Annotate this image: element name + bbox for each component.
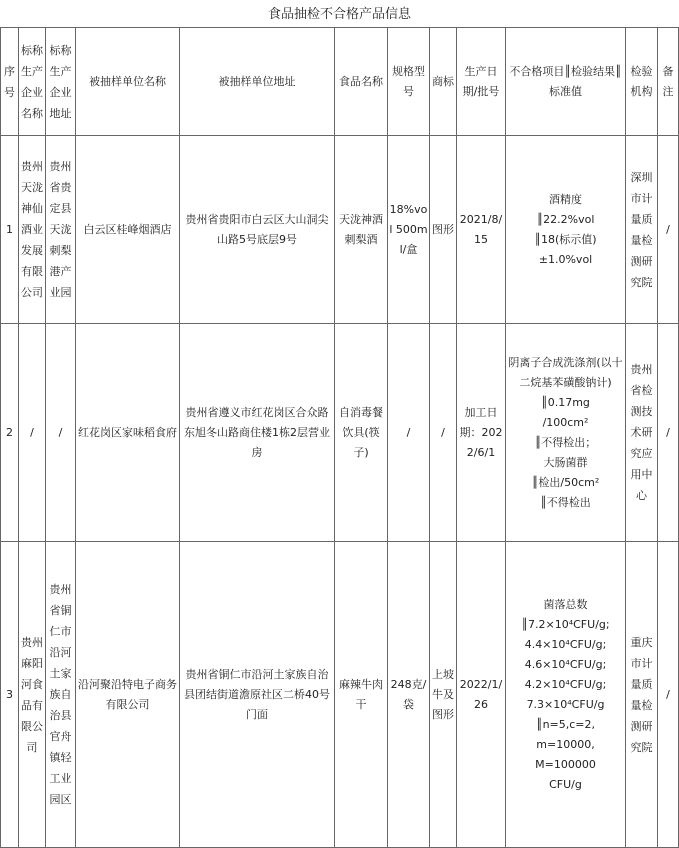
header-sampled-name: 被抽样单位名称 xyxy=(76,28,180,136)
failed-products-table xyxy=(0,27,679,848)
cell-brand: / xyxy=(430,324,457,542)
header-mfr-name: 标称生产企业名称 xyxy=(19,28,46,136)
cell-mfr-addr: 贵州省铜仁市沿河土家族自治县官舟镇轻工业园区 xyxy=(46,542,76,848)
cell-sampled-addr: 贵州省铜仁市沿河土家族自治县团结街道澹原社区二桥40号门面 xyxy=(180,542,335,848)
cell-agency: 贵州省检测技术研究应用中心 xyxy=(626,324,658,542)
cell-agency: 重庆市计量质量检测研究院 xyxy=(626,542,658,848)
cell-mfr-addr: / xyxy=(46,324,76,542)
header-brand: 商标 xyxy=(430,28,457,136)
cell-mfr-name: 贵州麻阳河食品有限公司 xyxy=(19,542,46,848)
cell-mfr-addr: 贵州省贵定县天泷刺梨港产业园 xyxy=(46,136,76,324)
cell-mfr-name: 贵州天泷神仙酒业发展有限公司 xyxy=(19,136,46,324)
cell-food-name: 麻辣牛肉干 xyxy=(335,542,388,848)
header-food-name: 食品名称 xyxy=(335,28,388,136)
cell-spec: / xyxy=(388,324,430,542)
document-title: 食品抽检不合格产品信息 xyxy=(267,7,411,22)
cell-prod-date: 加工日期：2022/6/1 xyxy=(457,324,506,542)
cell-note: / xyxy=(658,136,679,324)
header-seq: 序号 xyxy=(1,28,19,136)
cell-agency: 深圳市计量质量检测研究院 xyxy=(626,136,658,324)
cell-failed-item: 阴离子合成洗涤剂(以十二烷基苯磺酸钠计) ║0.17mg /100cm² ║不得检出； 大肠菌群 ║检出/50cm² ║不得检出 xyxy=(506,324,626,542)
cell-food-name: 天泷神酒刺梨酒 xyxy=(335,136,388,324)
header-sampled-addr: 被抽样单位地址 xyxy=(180,28,335,136)
cell-brand: 上坡牛及图形 xyxy=(430,542,457,848)
cell-food-name: 自消毒餐饮具(筷子) xyxy=(335,324,388,542)
cell-sampled-name: 红花岗区家味稻食府 xyxy=(76,324,180,542)
table-header-row xyxy=(1,28,679,136)
header-note: 备注 xyxy=(658,28,679,136)
cell-seq: 1 xyxy=(1,136,19,324)
header-spec: 规格型号 xyxy=(388,28,430,136)
cell-sampled-addr: 贵州省遵义市红花岗区合众路东旭冬山路商住楼1栋2层营业房 xyxy=(180,324,335,542)
cell-seq: 2 xyxy=(1,324,19,542)
cell-spec: 18%vol 500ml/盒 xyxy=(388,136,430,324)
cell-failed-item: 菌落总数 ║7.2×10⁴CFU/g; 4.4×10⁴CFU/g; 4.6×10⁴CFU/g; 4.2×10⁴CFU/g; 7.3×10⁴CFU/g ║n=5,c=2, m=10000, M=100000 CFU/g xyxy=(506,542,626,848)
cell-sampled-name: 白云区桂峰烟酒店 xyxy=(76,136,180,324)
cell-sampled-name: 沿河聚沿特电子商务有限公司 xyxy=(76,542,180,848)
cell-brand: 图形 xyxy=(430,136,457,324)
cell-note: / xyxy=(658,542,679,848)
cell-mfr-name: / xyxy=(19,324,46,542)
header-failed-item: 不合格项目║检验结果║标准值 xyxy=(506,28,626,136)
cell-sampled-addr: 贵州省贵阳市白云区大山洞尖山路5号底层9号 xyxy=(180,136,335,324)
header-mfr-addr: 标称生产企业地址 xyxy=(46,28,76,136)
header-prod-date: 生产日期/批号 xyxy=(457,28,506,136)
table-row xyxy=(1,324,679,542)
cell-prod-date: 2022/1/26 xyxy=(457,542,506,848)
cell-note: / xyxy=(658,324,679,542)
cell-seq: 3 xyxy=(1,542,19,848)
cell-prod-date: 2021/8/15 xyxy=(457,136,506,324)
table-row xyxy=(1,136,679,324)
header-agency: 检验机构 xyxy=(626,28,658,136)
cell-failed-item: 酒精度 ║22.2%vol ║18(标示值) ±1.0%vol xyxy=(506,136,626,324)
cell-spec: 248克/袋 xyxy=(388,542,430,848)
table-row xyxy=(1,542,679,848)
